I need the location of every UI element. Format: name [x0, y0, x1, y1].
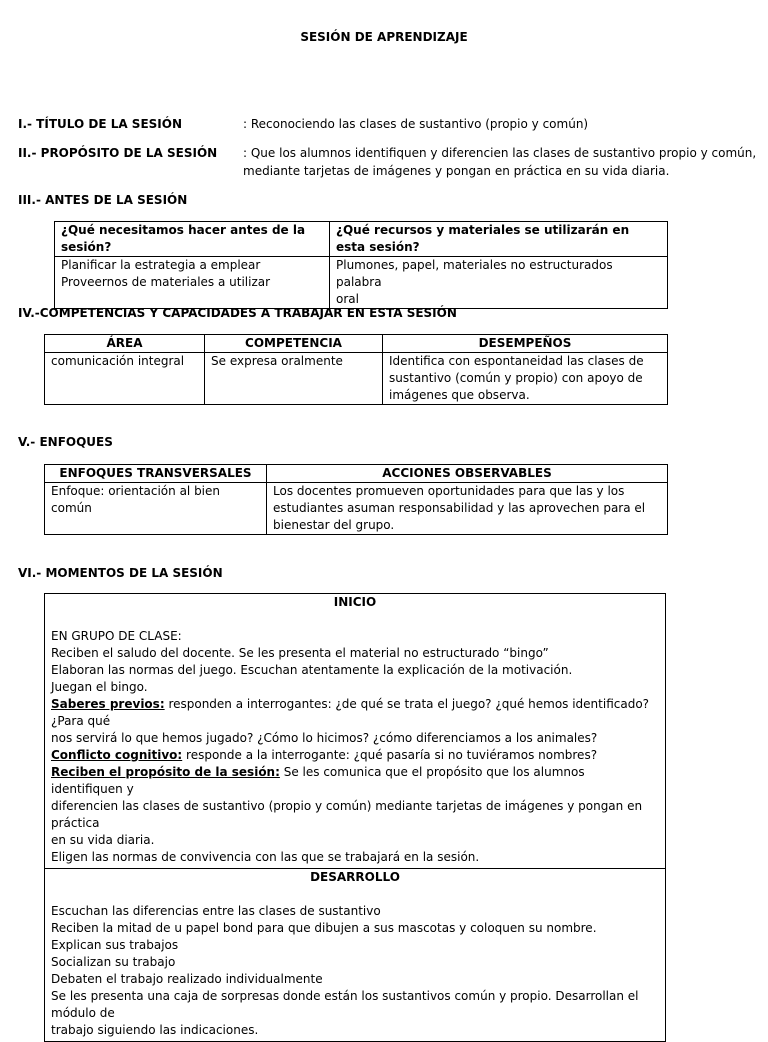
- cell-line: Planificar la estrategia a emplear: [61, 258, 261, 272]
- table-header-cell: ACCIONES OBSERVABLES: [267, 465, 668, 483]
- section-title-value: : Reconociendo las clases de sustantivo (propio y común): [243, 117, 589, 131]
- section-purpose-value-line1: : Que los alumnos identifiquen y diferencien las clases de sustantivo propio y común,: [243, 146, 757, 160]
- table-header-cell: ¿Qué recursos y materiales se utilizarán en esta sesión?: [330, 222, 668, 257]
- text-line: Reciben la mitad de u papel bond para que dibujen a sus mascotas y coloquen su nombre.: [51, 921, 597, 935]
- text-line: Reciben el saludo del docente. Se les presenta el material no estructurado “bingo”: [51, 646, 549, 660]
- text-line: [51, 764, 659, 798]
- text-line: Escuchan las diferencias entre las clases de sustantivo: [51, 904, 381, 918]
- text-line: diferencien las clases de sustantivo (propio y común) mediante tarjetas de imágenes y pongan en práctica: [51, 799, 643, 830]
- table-row: [55, 257, 668, 309]
- desarrollo-title: DESARROLLO: [310, 870, 400, 884]
- text-line: EN GRUPO DE CLASE:: [51, 629, 182, 643]
- table-header-cell: DESEMPEÑOS: [383, 335, 668, 353]
- cell-line: estudiantes asuman responsabilidad y las aprovechen para el: [273, 501, 646, 515]
- table-header-row: [45, 335, 668, 353]
- text-line: Eligen las normas de convivencia con las que se trabajará en la sesión.: [51, 850, 480, 864]
- table-header-cell: ÁREA: [45, 335, 205, 353]
- table-cell: Enfoque: orientación al bien común: [45, 483, 267, 535]
- cell-line: Identifica con espontaneidad las clases de: [389, 354, 644, 368]
- cell-line: oral: [336, 292, 359, 306]
- table-row: [45, 483, 668, 535]
- text-line: [51, 747, 659, 764]
- inicio-title: INICIO: [333, 595, 377, 609]
- section-title-label: I.- TÍTULO DE LA SESIÓN: [18, 117, 182, 131]
- cell-line: Los docentes promueven oportunidades para que las y los: [273, 484, 625, 498]
- table-header-row: [55, 222, 668, 257]
- table-header-row: [45, 465, 668, 483]
- table-cell: Se expresa oralmente: [205, 353, 383, 405]
- text-line: trabajo siguiendo las indicaciones.: [51, 1023, 259, 1037]
- text-line: Se les presenta una caja de sorpresas donde están los sustantivos común y propio. Desarrollan el módulo de: [51, 989, 639, 1020]
- text-line: Socializan su trabajo: [51, 955, 176, 969]
- table-cell: comunicación integral: [45, 353, 205, 405]
- section-competencies-heading: IV.-COMPETENCIAS Y CAPACIDADES A TRABAJAR EN ESTA SESIÓN: [18, 306, 457, 320]
- desarrollo-block: [45, 868, 665, 1041]
- table-cell: [383, 353, 668, 405]
- conflicto-label: Conflicto cognitivo:: [51, 748, 183, 762]
- section-moments-heading: VI.- MOMENTOS DE LA SESIÓN: [18, 566, 223, 580]
- competencies-table: [44, 334, 668, 405]
- proposito-text: Se les comunica que el propósito que los alumnos identifiquen y: [51, 765, 585, 796]
- section-before-heading: III.- ANTES DE LA SESIÓN: [18, 193, 188, 207]
- saberes-text: responden a interrogantes: ¿de qué se trata el juego? ¿qué hemos identificado? ¿Para qué: [51, 697, 650, 728]
- section-approaches-heading: V.- ENFOQUES: [18, 435, 113, 449]
- saberes-label: Saberes previos:: [51, 697, 165, 711]
- moments-box: [44, 593, 666, 1042]
- approaches-table: [44, 464, 668, 535]
- table-header-cell: ENFOQUES TRANSVERSALES: [45, 465, 267, 483]
- table-cell: [267, 483, 668, 535]
- cell-line: imágenes que observa.: [389, 388, 530, 402]
- cell-line: Proveernos de materiales a utilizar: [61, 275, 271, 289]
- text-line: [51, 696, 659, 730]
- table-cell: [330, 257, 668, 309]
- before-session-table: [54, 221, 668, 309]
- text-line: Juegan el bingo.: [51, 680, 148, 694]
- section-purpose-value-line2: mediante tarjetas de imágenes y pongan en práctica en su vida diaria.: [243, 164, 670, 178]
- table-cell: [55, 257, 330, 309]
- text-line: nos servirá lo que hemos jugado? ¿Cómo lo hicimos? ¿cómo diferenciamos a los animales?: [51, 731, 598, 745]
- cell-line: bienestar del grupo.: [273, 518, 395, 532]
- document-title: SESIÓN DE APRENDIZAJE: [300, 30, 468, 44]
- table-row: [45, 353, 668, 405]
- text-line: Debaten el trabajo realizado individualmente: [51, 972, 323, 986]
- cell-line: sustantivo (común y propio) con apoyo de: [389, 371, 643, 385]
- table-header-cell: ¿Qué necesitamos hacer antes de la sesión?: [55, 222, 330, 257]
- table-header-cell: COMPETENCIA: [205, 335, 383, 353]
- proposito-label: Reciben el propósito de la sesión:: [51, 765, 280, 779]
- text-line: Elaboran las normas del juego. Escuchan atentamente la explicación de la motivación.: [51, 663, 573, 677]
- section-purpose-label: II.- PROPÓSITO DE LA SESIÓN: [18, 146, 218, 160]
- conflicto-text: responde a la interrogante: ¿qué pasaría si no tuviéramos nombres?: [182, 748, 598, 762]
- cell-line: Plumones, papel, materiales no estructurados palabra: [336, 258, 613, 289]
- text-line: en su vida diaria.: [51, 833, 155, 847]
- text-line: Explican sus trabajos: [51, 938, 179, 952]
- inicio-block: [45, 594, 665, 868]
